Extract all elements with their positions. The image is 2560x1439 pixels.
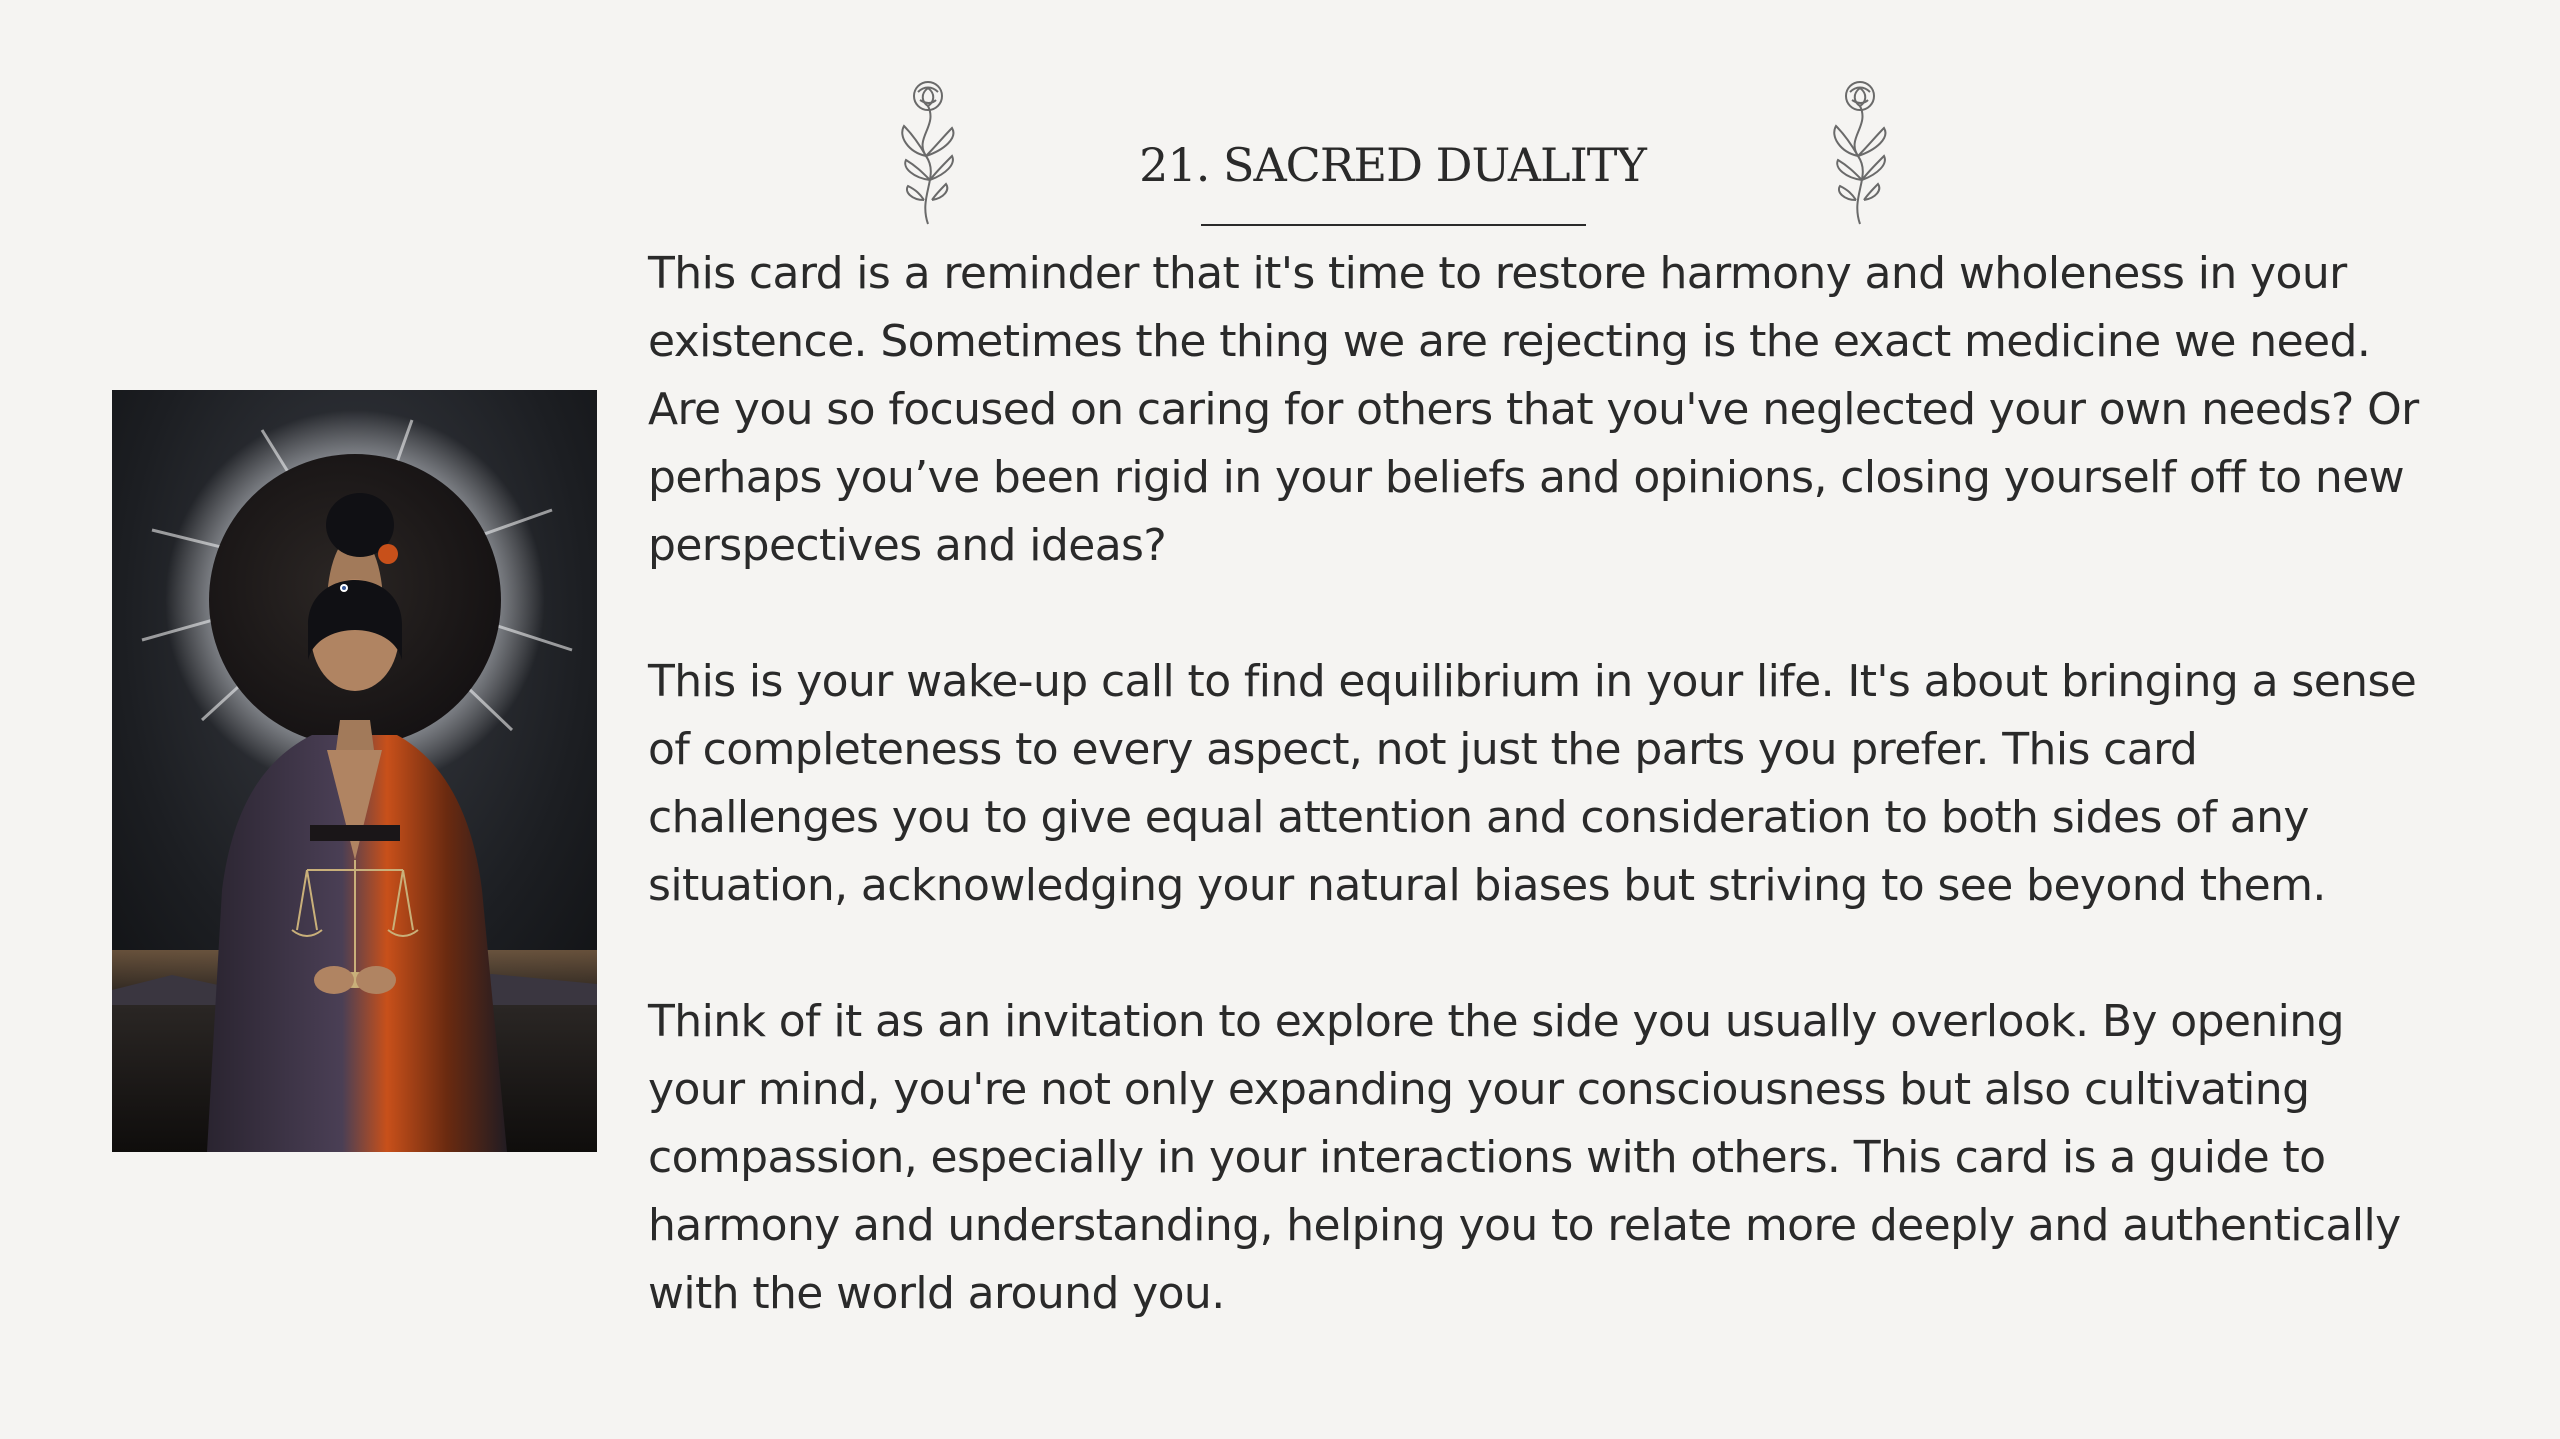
title-underline — [1201, 224, 1586, 226]
card-title: 21. SACRED DUALITY — [1139, 138, 1646, 192]
paragraph-1: This card is a reminder that it's time to restore harmony and wholeness in your existence. Sometimes the thing we are rejecting is the exact medicine we need. Are you so focused on caring for others that you've neglected your own needs? Or perhaps you’ve been rigid in your beliefs and opinions, closing yourself off to new perspectives and ideas? — [648, 248, 2419, 571]
card-image — [112, 390, 597, 1152]
rose-vine-ornament-icon — [1810, 76, 1910, 228]
paragraph-3: Think of it as an invitation to explore the side you usually overlook. By opening your mind, you're not only expanding your consciousness but also cultivating compassion, especially in your interactions with others. This card is a guide to harmony and understanding, helping you to relate more deeply and authentically with the world around you. — [648, 996, 2401, 1319]
paragraph-2: This is your wake-up call to find equilibrium in your life. It's about bringing a sense of completeness to every aspect, not just the parts you prefer. This card challenges you to give equal attention and consideration to both sides of any situation, acknowledging your natural biases but striving to see beyond them. — [648, 656, 2417, 911]
card-description — [648, 240, 2438, 1396]
rose-vine-ornament-icon — [878, 76, 978, 228]
